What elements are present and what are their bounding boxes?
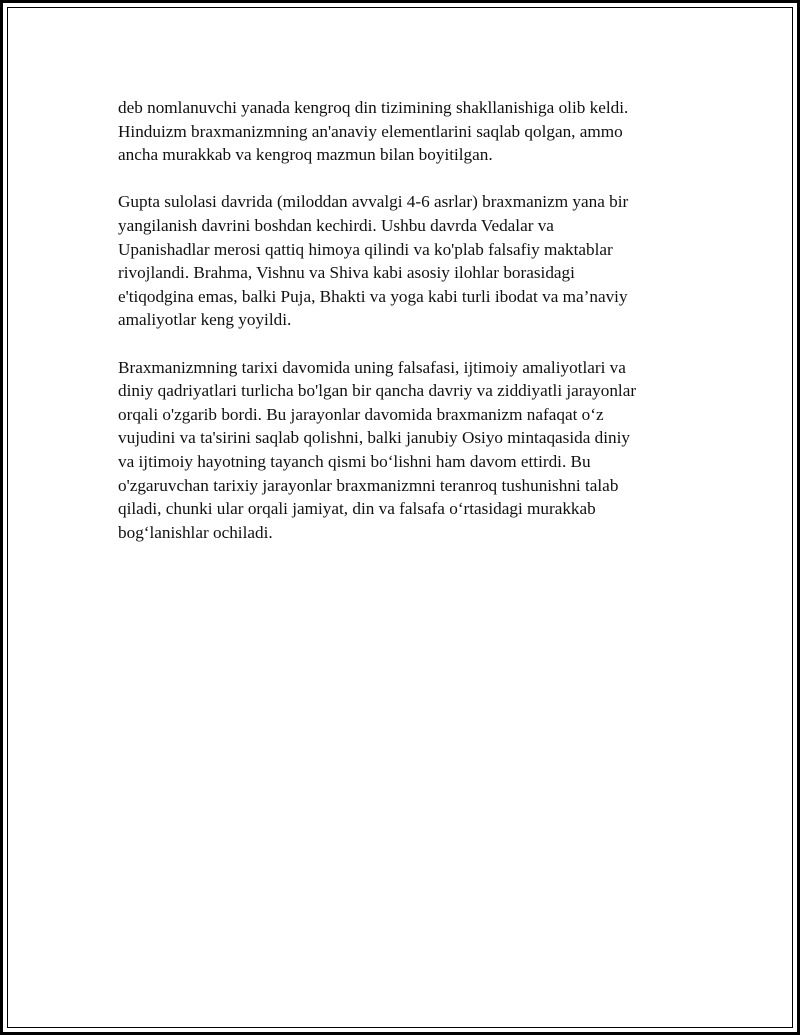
text-line: rivojlandi. Brahma, Vishnu va Shiva kabi asosiy ilohlar borasidagi — [118, 263, 575, 283]
paragraph-1 — [118, 96, 688, 167]
text-line: yangilanish davrini boshdan kechirdi. Ushbu davrda Vedalar va — [118, 215, 554, 235]
text-line: orqali o'zgarib bordi. Bu jarayonlar davomida braxmanizm nafaqat o‘z — [118, 404, 604, 424]
text-line: Upanishadlar merosi qattiq himoya qilindi va ko'plab falsafiy maktablar — [118, 239, 613, 259]
text-line: diniy qadriyatlari turlicha bo'lgan bir qancha davriy va ziddiyatli jarayonlar — [118, 381, 637, 401]
text-line: amaliyotlar keng yoyildi. — [118, 310, 292, 330]
text-line: bog‘lanishlar ochiladi. — [118, 522, 273, 542]
paragraph-2 — [118, 190, 688, 332]
text-line: ancha murakkab va kengroq mazmun bilan boyitilgan. — [118, 145, 493, 165]
text-line: deb nomlanuvchi yanada kengroq din tizimining shakllanishiga olib keldi. — [118, 98, 629, 117]
text-line: va ijtimoiy hayotning tayanch qismi bo‘lishni ham davom ettirdi. Bu — [118, 451, 591, 471]
paragraph-3 — [118, 356, 688, 545]
text-line: Gupta sulolasi davrida (miloddan avvalgi 4-6 asrlar) braxmanizm yana bir — [118, 192, 629, 212]
text-line: Hinduizm braxmanizmning an'anaviy elementlarini saqlab qolgan, ammo — [118, 121, 623, 141]
text-line: qiladi, chunki ular orqali jamiyat, din va falsafa o‘rtasidagi murakkab — [118, 499, 596, 519]
text-line: vujudini va ta'sirini saqlab qolishni, balki janubiy Osiyo mintaqasida diniy — [118, 428, 630, 448]
text-line: Braxmanizmning tarixi davomida uning falsafasi, ijtimoiy amaliyotlari va — [118, 357, 626, 377]
text-line: o'zgaruvchan tarixiy jarayonlar braxmanizmni teranroq tushunishni talab — [118, 475, 619, 495]
document-body — [118, 96, 688, 568]
text-line: e'tiqodgina emas, balki Puja, Bhakti va yoga kabi turli ibodat va ma’naviy — [118, 286, 628, 306]
